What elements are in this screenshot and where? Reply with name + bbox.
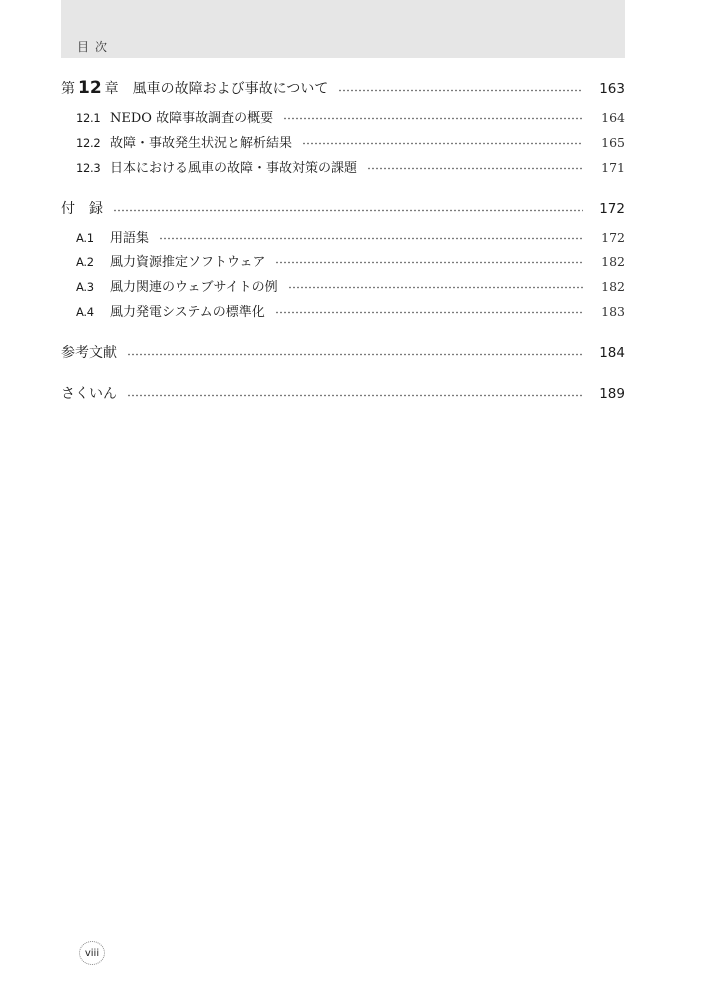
section-title: 風力関連のウェブサイトの例 <box>110 280 278 295</box>
page-number: 165 <box>601 135 625 150</box>
page-number: 182 <box>601 279 625 294</box>
toc-entry-a-2[interactable] <box>76 251 625 270</box>
dot-leader <box>113 209 583 212</box>
toc-entry-a-1[interactable] <box>76 227 625 246</box>
page-folio: viii <box>79 941 105 965</box>
section-number: 12.1 <box>76 111 101 125</box>
toc-entry-chapter-12[interactable] <box>61 78 625 98</box>
dot-leader <box>275 311 583 314</box>
appendix-title: 付 録 <box>61 201 103 217</box>
chapter-number: 第 12 章 <box>61 78 119 98</box>
page-number: 182 <box>601 254 625 269</box>
dot-leader <box>283 117 583 120</box>
section-number: A.1 <box>76 231 94 245</box>
section-title: 日本における風車の故障・事故対策の課題 <box>110 161 358 176</box>
toc-entry-references[interactable] <box>61 342 625 362</box>
page-number: 189 <box>599 386 625 402</box>
page-number: 183 <box>601 304 625 319</box>
section-number: 12.2 <box>76 136 101 150</box>
section-title: NEDO 故障事故調査の概要 <box>110 111 274 126</box>
page-number: 164 <box>601 110 625 125</box>
index-title: さくいん <box>61 386 117 402</box>
header-title: 目次 <box>77 40 114 54</box>
toc-entry-a-4[interactable] <box>76 301 625 320</box>
dot-leader <box>127 353 583 356</box>
chapter-title: 風車の故障および事故について <box>132 81 329 97</box>
toc-entry-12-3[interactable] <box>76 157 625 176</box>
toc-entry-12-2[interactable] <box>76 132 625 151</box>
section-title: 風力資源推定ソフトウェア <box>110 255 266 270</box>
section-title: 故障・事故発生状況と解析結果 <box>110 136 293 151</box>
toc-entry-index[interactable] <box>61 383 625 403</box>
page-number: 163 <box>599 81 625 97</box>
dot-leader <box>338 89 583 92</box>
dot-leader <box>127 394 583 397</box>
dot-leader <box>275 261 583 264</box>
toc-entry-a-3[interactable] <box>76 276 625 295</box>
toc-entry-appendix[interactable] <box>61 198 625 218</box>
page-number: 172 <box>599 201 625 217</box>
dot-leader <box>367 167 583 170</box>
dot-leader <box>288 286 583 289</box>
dot-leader <box>159 237 583 240</box>
references-title: 参考文献 <box>61 345 117 361</box>
page-number: 184 <box>599 345 625 361</box>
page-number: 171 <box>601 160 625 175</box>
section-number: A.3 <box>76 280 94 294</box>
toc-entry-12-1[interactable] <box>76 107 625 126</box>
running-header <box>61 0 625 58</box>
section-number: A.4 <box>76 305 94 319</box>
section-title: 用語集 <box>110 231 150 246</box>
dot-leader <box>302 142 583 145</box>
section-title: 風力発電システムの標準化 <box>110 305 265 320</box>
page-number: 172 <box>601 230 625 245</box>
section-number: A.2 <box>76 255 94 269</box>
section-number: 12.3 <box>76 161 101 175</box>
